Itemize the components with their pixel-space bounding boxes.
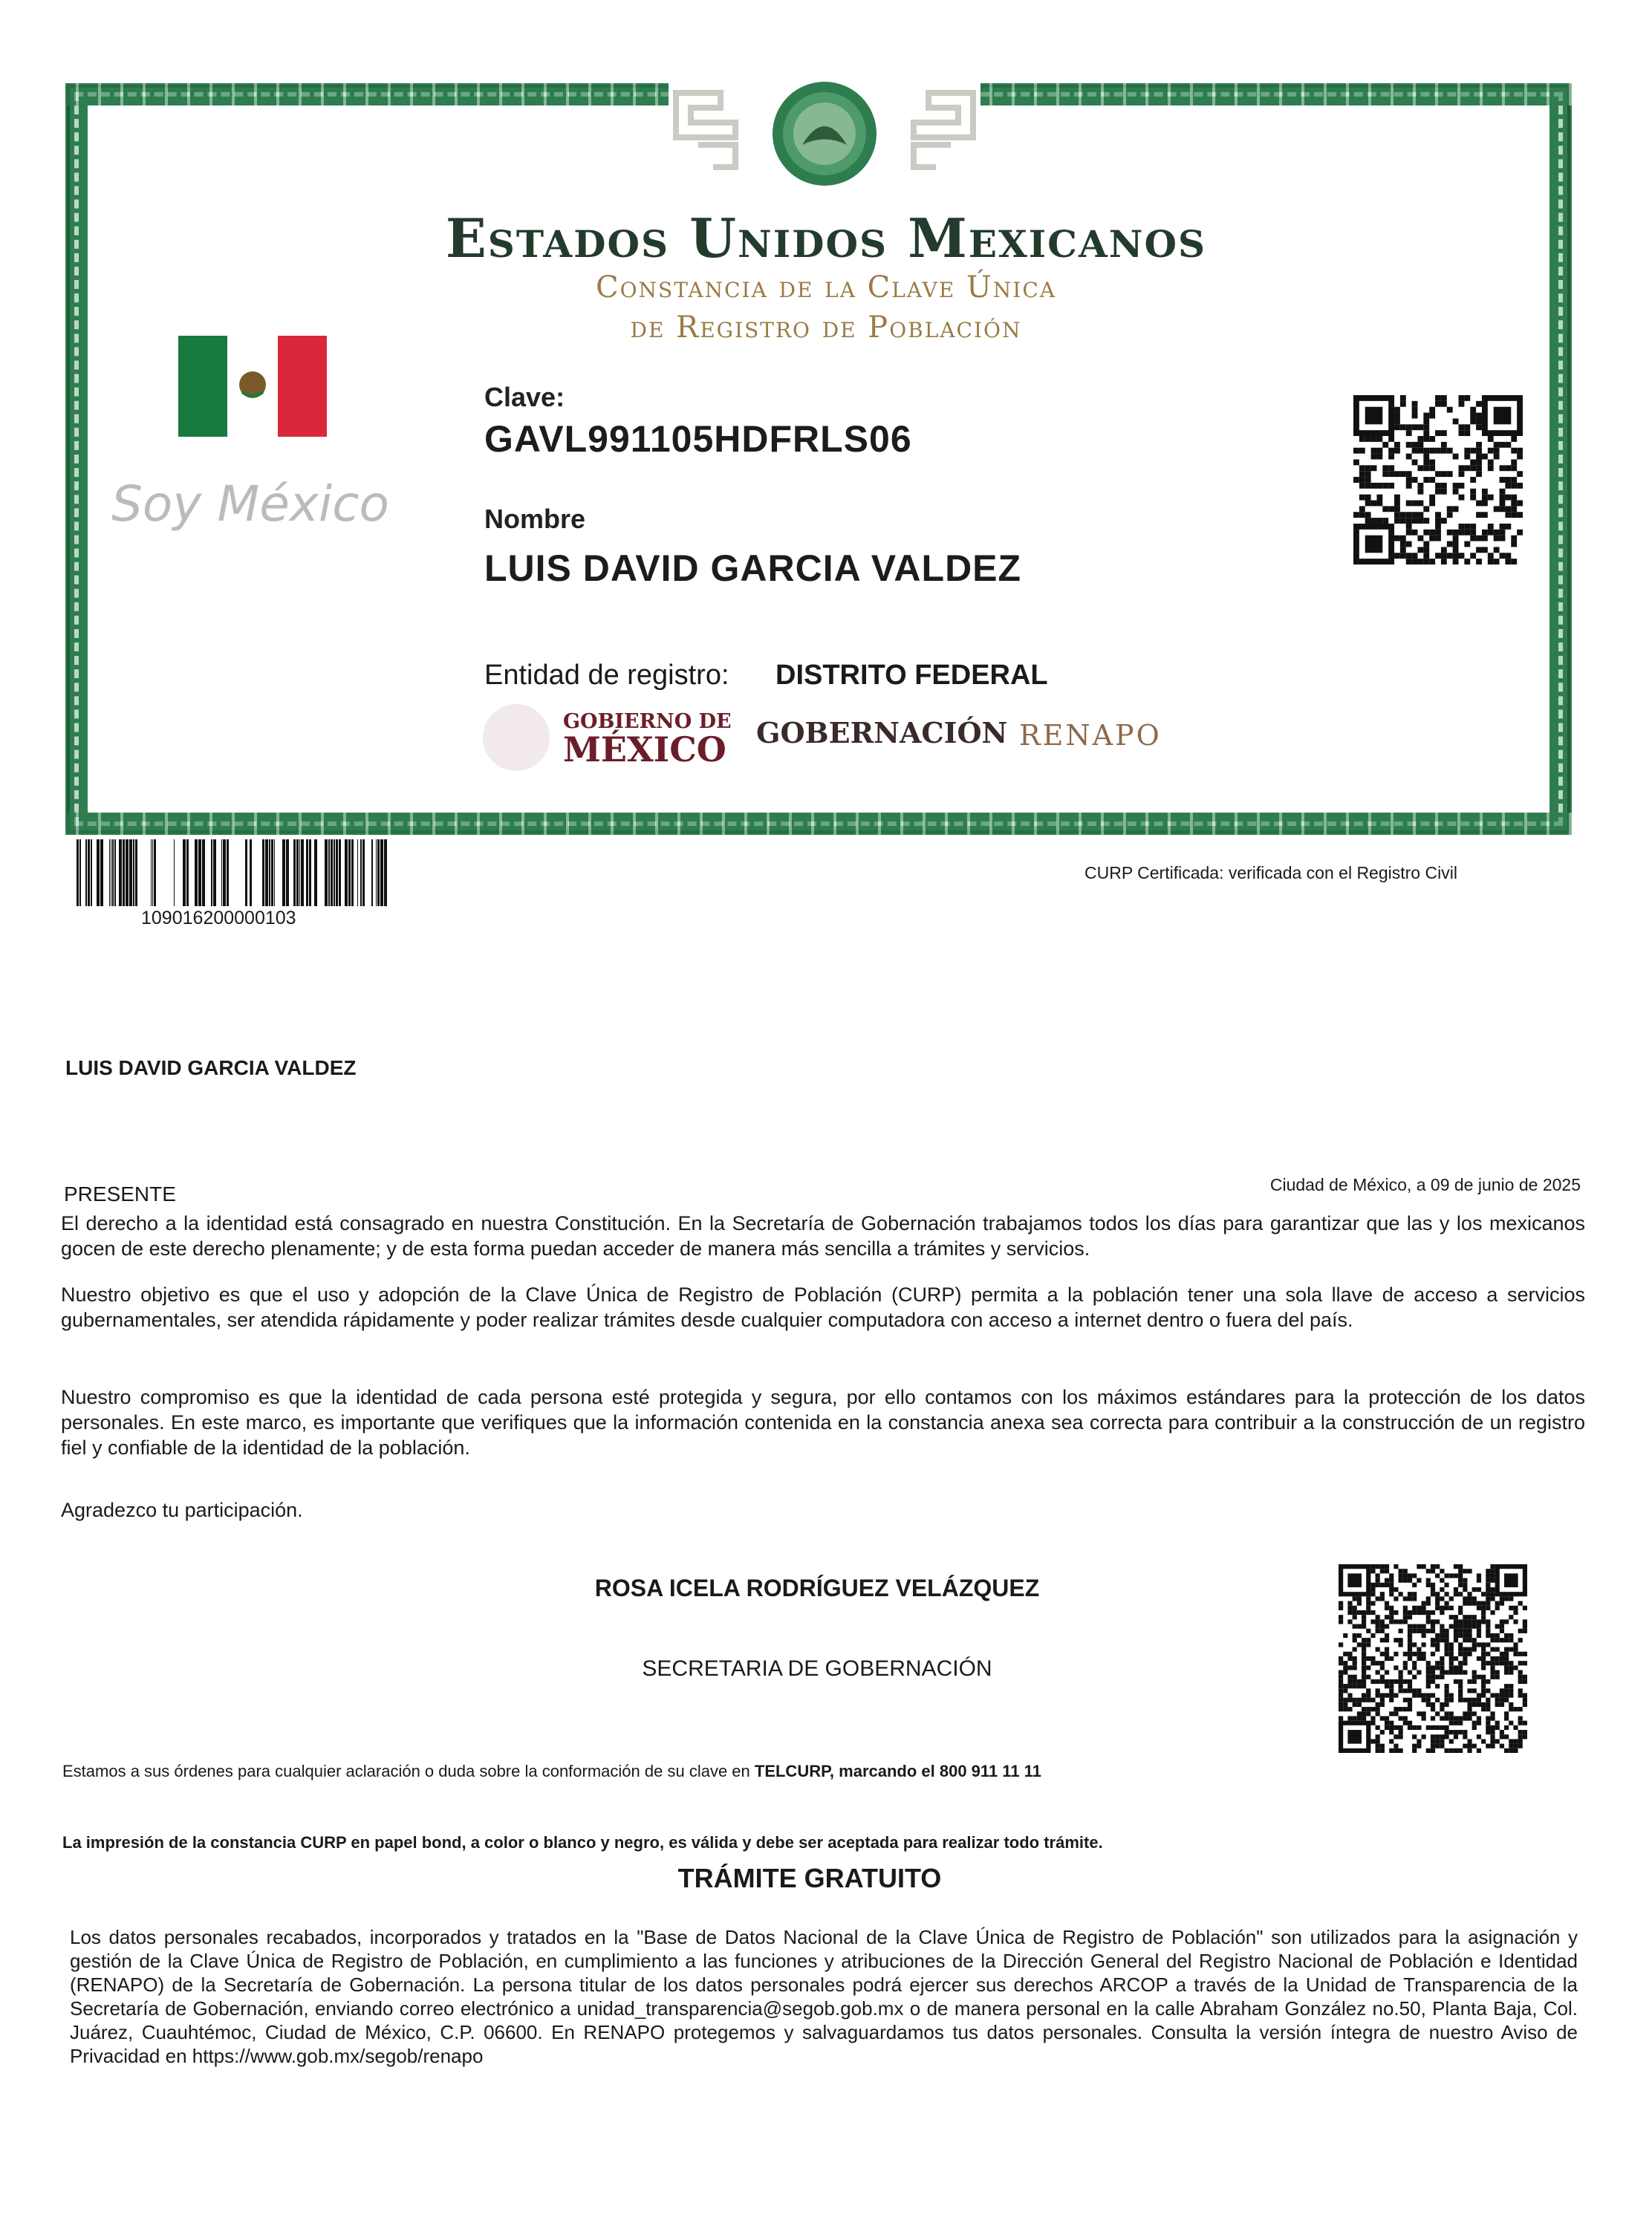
logo-gobierno-line2: MÉXICO: [563, 729, 726, 770]
nombre-label: Nombre: [484, 504, 586, 534]
logo-renapo: RENAPO: [1019, 719, 1162, 752]
letter-thanks: Agradezco tu participación.: [61, 1499, 303, 1521]
letter-recipient: LUIS DAVID GARCIA VALDEZ: [65, 1056, 357, 1079]
logo-gobernacion: GOBERNACIÓN: [756, 716, 1008, 749]
certified-note: CURP Certificada: verificada con el Registro Civil: [1084, 863, 1457, 882]
mexican-flag-icon: [178, 336, 327, 437]
barcode-icon: [73, 839, 388, 906]
entidad-label: Entidad de registro:: [484, 660, 729, 691]
qr-code-icon: [1353, 395, 1523, 570]
nombre-value: LUIS DAVID GARCIA VALDEZ: [484, 547, 1022, 589]
certificate-subtitle-line1: Constancia de la Clave Única: [596, 270, 1056, 305]
contact-telcurp: TELCURP, marcando el 800 911 11 11: [754, 1762, 1041, 1780]
gobierno-seal: [483, 704, 550, 771]
qr-code-icon: [1339, 1564, 1527, 1756]
letter-paragraph-3: Nuestro compromiso es que la identidad de cada persona esté protegida y segura, por ello contamos con los máximos estándares para la protección de los datos personales. En este marco, es importante que verifiques que la información contenida en la constancia anexa sea correcta para contribuir a la construcción de un registro fiel y confiable de la identidad de la población.: [61, 1386, 1585, 1459]
letter-paragraph-2: Nuestro objetivo es que el uso y adopción de la Clave Única de Registro de Población (CURP) permita a la población tener una sola llave de acceso a servicios gubernamentales, ser atendida rápidamente y poder realizar trámites desde cualquier computadora con acceso a internet dentro o fuera del país.: [61, 1283, 1585, 1331]
clave-value: GAVL991105HDFRLS06: [484, 418, 912, 460]
contact-prefix: Estamos a sus órdenes para cualquier aclaración o duda sobre la conformación de su clave en: [62, 1762, 755, 1780]
barcode-number: 109016200000103: [141, 908, 296, 928]
soy-mexico-watermark: Soy México: [111, 475, 389, 533]
logo-gobierno-line1: GOBIERNO DE: [563, 710, 732, 733]
country-title: Estados Unidos Mexicanos: [445, 206, 1207, 270]
privacy-notice: Los datos personales recabados, incorporados y tratados en la "Base de Datos Nacional de la Clave Única de Registro de Población" son utilizados para la asignación y gestión de la Clave Única de Registro de Población, en cumplimiento a las funciones y atribuciones de la Dirección General del Registro Nacional de Población e Identidad (RENAPO) de la Secretaría de Gobernación. La persona titular de los datos personales podrá ejercer sus derechos ARCOP a través de la Unidad de Transparencia de la Secretaría de Gobernación, enviando correo electrónico a unidad_transparencia@segob.gob.mx o de manera personal en la calle Abraham González no.50, Planta Baja, Col. Juárez, Cuauhtémoc, Ciudad de México, C.P. 06600. En RENAPO protegemos y salvaguardamos tus datos personales. Consulta la versión íntegra de nuestro Aviso de Privacidad en https://www.gob.mx/segob/renapo: [70, 1926, 1578, 2067]
contact-line: [62, 1762, 1041, 1781]
letter-presente: PRESENTE: [64, 1182, 176, 1206]
letter-place-date: Ciudad de México, a 09 de junio de 2025: [1269, 1175, 1581, 1194]
national-crest-icon: [669, 78, 981, 189]
signer-name: ROSA ICELA RODRÍGUEZ VELÁZQUEZ: [594, 1575, 1040, 1601]
signer-title: SECRETARIA DE GOBERNACIÓN: [642, 1656, 992, 1681]
validity-note: La impresión de la constancia CURP en papel bond, a color o blanco y negro, es válida y debe ser aceptada para realizar todo trámite.: [62, 1833, 1103, 1852]
letter-paragraph-1: El derecho a la identidad está consagrado en nuestra Constitución. En la Secretaría de Gobernación trabajamos todos los días para garantizar que las y los mexicanos gocen de este derecho plenamente; y de esta forma puedan acceder de manera más sencilla a trámites y servicios.: [61, 1212, 1585, 1260]
entidad-value: DISTRITO FEDERAL: [775, 660, 1048, 691]
certificate-subtitle-line2: de Registro de Población: [630, 310, 1022, 345]
free-procedure-title: TRÁMITE GRATUITO: [677, 1863, 942, 1893]
clave-label: Clave:: [484, 382, 565, 412]
